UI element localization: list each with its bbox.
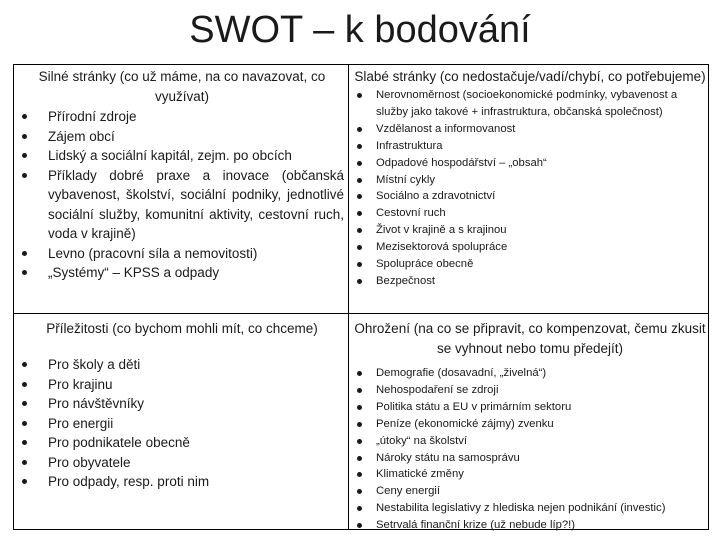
strengths-item: Lidský a sociální kapitál, zejm. po obcích xyxy=(20,146,344,166)
strengths-heading: Silné stránky (co už máme, na co navazovat, co využívat) xyxy=(38,69,326,104)
weaknesses-item: Vzdělanost a informovanost xyxy=(354,121,706,138)
weaknesses-item: Spolupráce obecně xyxy=(354,256,706,273)
threats-item: Ceny energií xyxy=(354,483,706,500)
opportunities-item: Pro školy a děti xyxy=(20,355,344,375)
weaknesses-item: Nerovnoměrnost (socioekonomické podmínky, vybavenost a služby jako takové + infrastruktura, občanská společnost) xyxy=(354,87,706,121)
weaknesses-item: Bezpečnost xyxy=(354,273,706,290)
threats-item: Politika státu a EU v primárním sektoru xyxy=(354,399,706,416)
horizontal-divider xyxy=(14,313,708,314)
weaknesses-list xyxy=(354,87,706,290)
threats-item: „útoky“ na školství xyxy=(354,433,706,450)
strengths-item: Přírodní zdroje xyxy=(20,107,344,127)
opportunities-cell xyxy=(20,319,344,492)
weaknesses-item: Odpadové hospodářství – „obsah“ xyxy=(354,155,706,172)
opportunities-list xyxy=(20,355,344,492)
weaknesses-cell xyxy=(354,67,706,290)
page-title: SWOT – k bodování xyxy=(189,9,531,51)
strengths-item: Zájem obcí xyxy=(20,127,344,147)
weaknesses-item: Cestovní ruch xyxy=(354,205,706,222)
opportunities-item: Pro odpady, resp. proti nim xyxy=(20,472,344,492)
opportunities-item: Pro návštěvníky xyxy=(20,394,344,414)
strengths-item: „Systémy“ – KPSS a odpady xyxy=(20,263,344,283)
threats-item: Nestabilita legislativy z hlediska nejen podnikání (investic) xyxy=(354,500,706,517)
strengths-cell xyxy=(20,67,344,283)
opportunities-item: Pro obyvatele xyxy=(20,453,344,473)
threats-item: Peníze (ekonomické zájmy) zvenku xyxy=(354,416,706,433)
vertical-divider xyxy=(348,65,349,529)
weaknesses-item: Sociálno a zdravotnictví xyxy=(354,188,706,205)
threats-list xyxy=(354,365,706,534)
strengths-item: Levno (pracovní síla a nemovitosti) xyxy=(20,244,344,264)
threats-item: Setrvalá finanční krize (už nebude líp?!) xyxy=(354,517,706,534)
weaknesses-item: Místní cykly xyxy=(354,172,706,189)
strengths-list xyxy=(20,107,344,283)
threats-item: Klimatické změny xyxy=(354,466,706,483)
weaknesses-item: Infrastruktura xyxy=(354,138,706,155)
opportunities-heading: Příležitosti (co bychom mohli mít, co chceme) xyxy=(46,321,318,336)
strengths-item: Příklady dobré praxe a inovace (občanská vybavenost, školství, sociální podniky, jednotlivé sociální služby, komunitní aktivity, cestovní ruch, voda v krajině) xyxy=(20,166,344,244)
threats-cell xyxy=(354,319,706,534)
threats-item: Nehospodaření se zdroji xyxy=(354,382,706,399)
threats-item: Nároky státu na samosprávu xyxy=(354,450,706,467)
swot-table xyxy=(13,64,709,530)
weaknesses-heading: Slabé stránky (co nedostačuje/vadí/chybí, co potřebujeme) xyxy=(354,69,706,84)
opportunities-item: Pro krajinu xyxy=(20,375,344,395)
weaknesses-item: Mezisektorová spolupráce xyxy=(354,239,706,256)
threats-item: Demografie (dosavadní, „živelná“) xyxy=(354,365,706,382)
weaknesses-item: Život v krajině a s krajinou xyxy=(354,222,706,239)
threats-heading: Ohrožení (na co se připravit, co kompenzovat, čemu zkusit se vyhnout nebo tomu předejít) xyxy=(354,321,706,356)
opportunities-item: Pro energii xyxy=(20,414,344,434)
opportunities-item: Pro podnikatele obecně xyxy=(20,433,344,453)
